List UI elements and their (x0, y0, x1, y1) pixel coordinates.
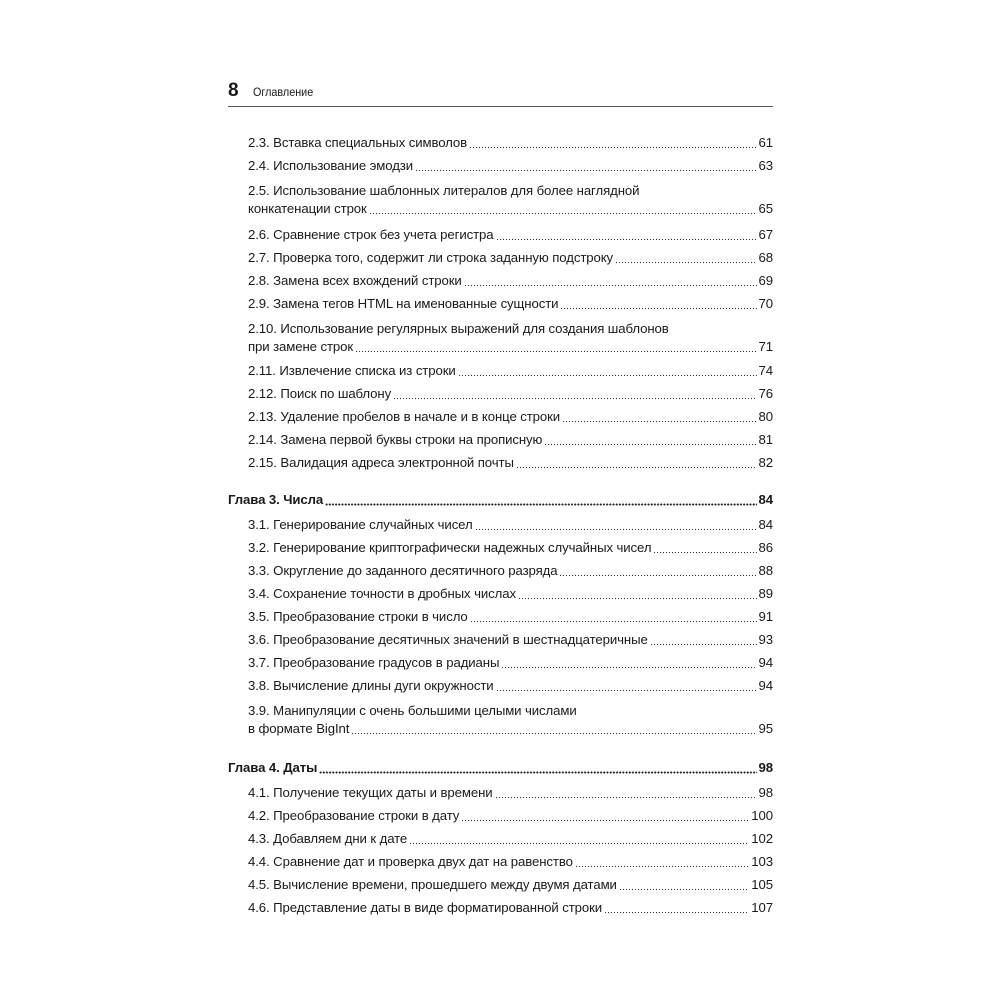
toc-entry-page-number: 91 (758, 609, 773, 624)
toc-entry-line (248, 876, 773, 894)
toc-entry-page-number: 70 (758, 296, 773, 311)
toc-entry-line (248, 272, 773, 290)
toc-entry (248, 830, 773, 848)
toc-entry-line (248, 408, 773, 426)
toc-entry-page-number: 67 (758, 227, 773, 242)
toc-entry-title-line: 2.5. Использование шаблонных литералов для более наглядной (248, 183, 640, 198)
toc-entry-page-number: 105 (751, 877, 773, 892)
toc-entry-line (248, 362, 773, 380)
toc-entry-title-line: 3.9. Манипуляции с очень большими целыми числами (248, 703, 577, 718)
toc-entry-page-number: 74 (758, 363, 773, 378)
dot-leader (544, 444, 756, 445)
toc-entry-page-number: 102 (751, 831, 773, 846)
toc-entry-title: 2.8. Замена всех вхождений строки (248, 273, 462, 288)
dot-leader (604, 912, 749, 913)
toc-entry (248, 249, 773, 267)
toc-entry-title: 2.13. Удаление пробелов в начале и в конце строки (248, 409, 561, 424)
toc-entry-line (248, 585, 773, 603)
dot-leader (562, 421, 756, 422)
toc-entry-page-number: 68 (758, 250, 773, 265)
dot-leader (496, 690, 757, 691)
dot-leader (369, 213, 757, 214)
toc-entry-line (248, 631, 773, 649)
toc-entry (248, 295, 773, 313)
dot-leader (469, 147, 756, 148)
toc-entry-page-number: 63 (758, 158, 773, 173)
toc-entry-page-number: 69 (758, 273, 773, 288)
toc-entry (248, 608, 773, 626)
toc-entry-line (248, 677, 773, 695)
toc-entry-line (248, 431, 773, 449)
dot-leader (518, 598, 757, 599)
toc-entry-page-number: 95 (758, 721, 773, 736)
toc-entry-page-number: 93 (758, 632, 773, 647)
toc-entry (248, 454, 773, 472)
dot-leader (470, 621, 757, 622)
toc-entry-page-number: 107 (751, 900, 773, 915)
toc-entry-title: 3.1. Генерирование случайных чисел (248, 517, 473, 532)
toc-entry-title: Глава 4. Даты (228, 760, 318, 775)
page-header (228, 80, 773, 104)
toc-entry-page-number: 86 (758, 540, 773, 555)
toc-entry-title: 4.4. Сравнение дат и проверка двух дат на равенство (248, 854, 573, 869)
toc-entry-page-number: 94 (758, 655, 773, 670)
toc-entry-page-number: 76 (758, 386, 773, 401)
toc-entry-title: 2.15. Валидация адреса электронной почты (248, 455, 514, 470)
toc-entry-page-number: 88 (758, 563, 773, 578)
dot-leader (355, 351, 756, 352)
toc-entry-line (248, 784, 773, 802)
dot-leader (653, 552, 756, 553)
header-rule (228, 106, 773, 107)
toc-entry-title: 2.11. Извлечение списка из строки (248, 363, 456, 378)
toc-entry-title: конкатенации строк (248, 201, 367, 216)
dot-leader (516, 467, 757, 468)
toc-entry-title: 3.6. Преобразование десятичных значений в шестнадцатеричные (248, 632, 648, 647)
dot-leader (319, 771, 756, 774)
toc-entry-page-number: 94 (758, 678, 773, 693)
dot-leader (325, 503, 756, 506)
toc-entry-line (228, 491, 773, 509)
toc-entry (248, 182, 773, 218)
toc-entry (248, 853, 773, 871)
toc-entry-title: 2.7. Проверка того, содержит ли строка заданную подстроку (248, 250, 614, 265)
toc-entry (248, 516, 773, 534)
toc-entry-line (228, 759, 773, 777)
toc-entry-title: 3.5. Преобразование строки в число (248, 609, 468, 624)
toc-entry-line (248, 899, 773, 917)
toc-entry-title: 3.2. Генерирование криптографически надежных случайных чисел (248, 540, 652, 555)
toc-entry (248, 408, 773, 426)
toc-entry-line (248, 720, 773, 738)
toc-entry-title: 2.3. Вставка специальных символов (248, 135, 468, 150)
toc-entry-line (248, 454, 773, 472)
dot-leader (415, 170, 757, 171)
dot-leader (501, 667, 756, 668)
toc-entry (248, 134, 773, 152)
dot-leader (393, 398, 756, 399)
toc-entry-line (248, 295, 773, 313)
toc-entry-line (248, 226, 773, 244)
dot-leader (559, 575, 756, 576)
toc-entry-title: 2.4. Использование эмодзи (248, 158, 414, 173)
page-number: 8 (228, 80, 239, 101)
toc-entry-title: Глава 3. Числа (228, 492, 324, 507)
dot-leader (650, 644, 757, 645)
toc-entry (248, 631, 773, 649)
toc-entry-title: 3.3. Округление до заданного десятичного разряда (248, 563, 558, 578)
toc-entry-page-number: 82 (758, 455, 773, 470)
toc-entry-line (248, 539, 773, 557)
dot-leader (351, 733, 756, 734)
toc-entry-page-number: 103 (751, 854, 773, 869)
running-title: Оглавление (252, 85, 313, 99)
toc-entry (248, 784, 773, 802)
toc-entry (248, 272, 773, 290)
toc-entry (248, 654, 773, 672)
toc-entry-line (248, 134, 773, 152)
toc-entry (248, 899, 773, 917)
dot-leader (458, 375, 757, 376)
toc-entry (248, 226, 773, 244)
toc-entry-line (248, 516, 773, 534)
toc-entry-title: 3.7. Преобразование градусов в радианы (248, 655, 500, 670)
toc-entry-page-number: 89 (758, 586, 773, 601)
toc-entry-line (248, 385, 773, 403)
toc-entry-page-number: 84 (758, 492, 773, 507)
toc-entry-page-number: 71 (758, 339, 773, 354)
toc-entry-title: 4.3. Добавляем дни к дате (248, 831, 408, 846)
toc-entry-line (248, 807, 773, 825)
dot-leader (496, 239, 757, 240)
dot-leader (615, 262, 756, 263)
dot-leader (475, 529, 757, 530)
toc-entry-title: 4.5. Вычисление времени, прошедшего между двумя датами (248, 877, 617, 892)
toc-entry-page-number: 65 (758, 201, 773, 216)
toc-entry (248, 385, 773, 403)
toc-entry-title: 2.6. Сравнение строк без учета регистра (248, 227, 494, 242)
toc-entry (248, 320, 773, 356)
toc-entry (248, 807, 773, 825)
toc-entry-page-number: 98 (758, 785, 773, 800)
toc-entry-line (248, 853, 773, 871)
toc-entry-page-number: 84 (758, 517, 773, 532)
toc-entry-title: 3.4. Сохранение точности в дробных числах (248, 586, 516, 601)
toc-entry-line (248, 200, 773, 218)
toc-entry-line (248, 608, 773, 626)
dot-leader (461, 820, 749, 821)
toc-entry (248, 585, 773, 603)
toc-entry-line (248, 249, 773, 267)
toc-entry (248, 362, 773, 380)
dot-leader (409, 843, 749, 844)
dot-leader (464, 285, 757, 286)
toc-entry (248, 562, 773, 580)
toc-entry-title: 4.2. Преобразование строки в дату (248, 808, 460, 823)
toc-entry-page-number: 98 (758, 760, 773, 775)
toc-entry-page-number: 100 (751, 808, 773, 823)
toc-entry-line (248, 562, 773, 580)
toc-entry (248, 876, 773, 894)
toc-entry-line (248, 338, 773, 356)
toc-entry-title: при замене строк (248, 339, 354, 354)
toc-entry-title: в формате BigInt (248, 721, 350, 736)
toc-entry-line (248, 654, 773, 672)
toc-entry-page-number: 80 (758, 409, 773, 424)
toc-entry-page-number: 61 (758, 135, 773, 150)
toc-entry (248, 677, 773, 695)
toc-entry (248, 702, 773, 738)
toc-entry (248, 539, 773, 557)
toc-chapter-entry (228, 491, 773, 509)
toc-entry (248, 157, 773, 175)
dot-leader (560, 308, 756, 309)
toc-entry-title: 3.8. Вычисление длины дуги окружности (248, 678, 494, 693)
toc-entry-title: 4.6. Представление даты в виде форматированной строки (248, 900, 603, 915)
toc-entry-line (248, 830, 773, 848)
dot-leader (495, 797, 757, 798)
toc-entry-title: 2.9. Замена тегов HTML на именованные сущности (248, 296, 559, 311)
toc-entry (248, 431, 773, 449)
toc-entry-title: 2.12. Поиск по шаблону (248, 386, 392, 401)
toc-entry-title-line: 2.10. Использование регулярных выражений для создания шаблонов (248, 321, 669, 336)
toc-entry-title: 4.1. Получение текущих даты и времени (248, 785, 493, 800)
dot-leader (575, 866, 749, 867)
toc-entry-line (248, 157, 773, 175)
toc-entry-title: 2.14. Замена первой буквы строки на прописную (248, 432, 543, 447)
toc-entry-page-number: 81 (758, 432, 773, 447)
dot-leader (619, 889, 749, 890)
toc-chapter-entry (228, 759, 773, 777)
